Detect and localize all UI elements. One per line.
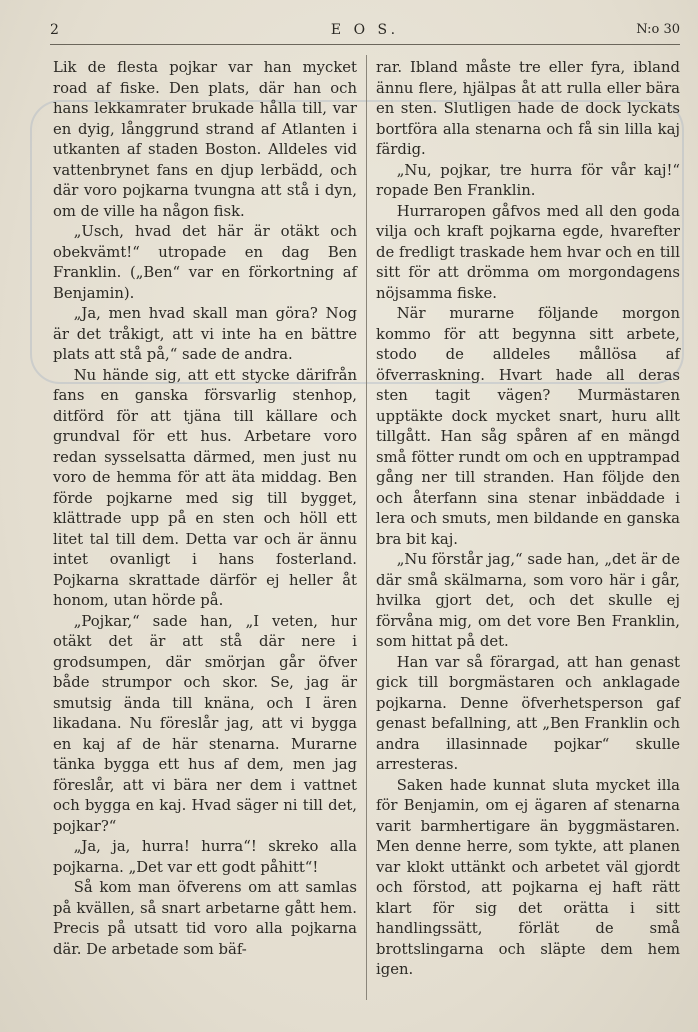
journal-title: E O S.	[330, 22, 400, 38]
right-column	[376, 58, 680, 981]
column-divider	[366, 55, 367, 1000]
paragraph: „Nu, pojkar, tre hurra för vår kaj!“ ropade Ben Franklin.	[376, 161, 680, 199]
paragraph: Så kom man öfverens om att samlas på kvällen, så snart arbetarne gått hem. Precis på utsatt tid voro alla pojkarna där. De arbetade som bäf-	[53, 879, 357, 958]
paragraph: „Pojkar,“ sade han, „I veten, hur otäkt det är att stå där nere i grodsumpen, där smörjan går öfver både strumpor och skor. Se, jag är smutsig ända till knäna, och I ären likadana. Nu föreslår jag, att vi bygga en kaj af de här stenarna. Murarne tänka bygga ett hus af dem, men jag föreslår, att vi bära ner dem i vattnet och bygga en kaj. Hvad säger ni till det, pojkar?“	[53, 612, 357, 835]
paragraph: Han var så förargad, att han genast gick till borgmästaren och anklagade pojkarna. Denne öfverhetsperson gaf genast befallning, att „Ben Franklin och andra illasinnade pojkar“ skulle arresteras.	[376, 653, 680, 773]
paragraph: Nu hände sig, att ett stycke därifrån fans en ganska försvarlig stenhop, ditförd för att tjäna till källare och grundval för ett hus. Arbetare voro redan sysselsatta därmed, men just nu voro de hemma för att äta middag. Ben förde pojkarne med sig till bygget, klättrade upp på en sten och höll ett litet tal till dem. Detta var och är ännu intet ovanligt i hans fosterland. Pojkarna skrattade därför ej heller åt honom, utan hörde på.	[53, 366, 357, 609]
paragraph: Lik de flesta pojkar var han mycket road af fiske. Den plats, där han och hans lekkamrater brukade hålla till, var en dyig, långgrund strand af Atlanten i utkanten af staden Boston. Alldeles vid vattenbrynet fans en djup lerbädd, och där voro pojkarna tvungna att stå i dyn, om de ville ha någon fisk.	[53, 59, 357, 220]
paragraph: „Usch, hvad det här är otäkt och obekvämt!“ utropade en dag Ben Franklin. („Ben“ var en förkortning af Benjamin).	[53, 223, 357, 302]
left-column	[53, 58, 357, 960]
paragraph: „Nu förstår jag,“ sade han, „det är de där små skälmarna, som voro här i går, hvilka gjort det, och det skulle ej förvåna mig, om det vore Ben Franklin, som hittat på det.	[376, 551, 680, 650]
paragraph: Saken hade kunnat sluta mycket illa för Benjamin, om ej ägaren af stenarna varit barmhertigare än byggmästaren. Men denne herre, som tykte, att planen var klokt uttänkt och arbetet väl gjordt och förstod, att pojkarna ej haft rätt klart för sig det orätta i sitt handlingssätt, förlät de små brottslingarna och släpte dem hem igen.	[376, 776, 680, 978]
paragraph: „Ja, ja, hurra! hurra“! skreko alla pojkarna. „Det var ett godt påhitt“!	[53, 838, 357, 876]
paragraph: „Ja, men hvad skall man göra? Nog är det tråkigt, att vi inte ha en bättre plats att stå på,“ sade de andra.	[53, 305, 357, 363]
issue-number: N:o 30	[636, 22, 680, 37]
page-header	[50, 22, 680, 44]
paragraph: Hurraropen gåfvos med all den goda vilja och kraft pojkarna egde, hvarefter de fredligt traskade hem hvar och en till sitt för att drömma om morgondagens nöjsamma fiske.	[376, 202, 680, 302]
page-number: 2	[50, 22, 59, 38]
header-rule	[50, 44, 680, 45]
paragraph: När murarne följande morgon kommo för att begynna sitt arbete, stodo de alldeles mållösa af öfverraskning. Hvart hade all deras sten tagit vägen? Murmästaren upptäkte dock mycket snart, huru allt tillgått. Han såg spåren af en mängd små fötter rundt om och en upptrampad gång ner till stranden. Han följde den och återfann sina stenar inbäddade i lera och smuts, men bildande en ganska bra bit kaj.	[376, 305, 680, 548]
paragraph: rar. Ibland måste tre eller fyra, ibland ännu flere, hjälpas åt att rulla eller bära en sten. Slutligen hade de dock lyckats bortföra alla stenarna och få sin lilla kaj färdig.	[376, 59, 680, 158]
